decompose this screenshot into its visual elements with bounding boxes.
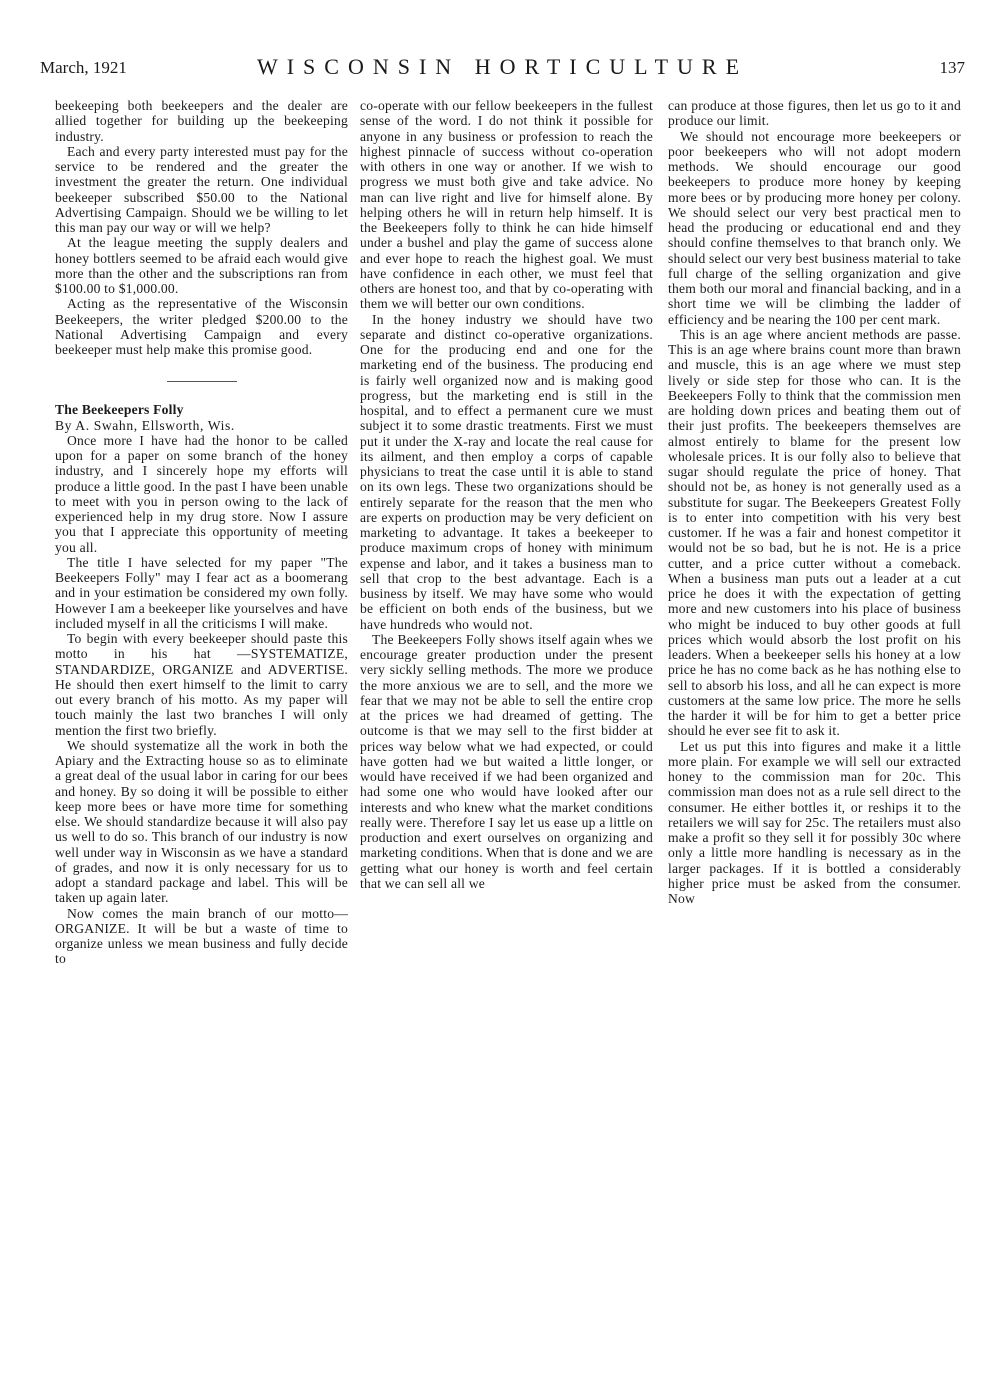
paragraph: We should not encourage more beekeepers or poor beekeepers who will not adopt modern methods. We should encourage our good beekeepers to produce more honey by keeping more bees or by producing more honey per colony. We should select our very best practical men to head the producing or educational end and they should confine themselves to that branch only. We should select our very best business material to take full charge of the selling organization and give them both our moral and financial backing, and in a short time we will be climbing the ladder of efficiency and be nearing the 100 per cent mark.	[668, 128, 961, 327]
paragraph: Now comes the main branch of our motto—ORGANIZE. It will be but a waste of time to organize unless we mean business and fully decide to	[55, 905, 348, 967]
paragraph: beekeeping both beekeepers and the dealer are allied together for building up the beekeeping industry.	[55, 98, 348, 144]
paragraph: The Beekeepers Folly shows itself again whes we encourage greater production under the present very sickly selling methods. The more we produce the more anxious we are to sell, and the more we fear that we may not be able to sell the entire crop at the prices we had dreamed of getting. The outcome is that we may sell to the first bidder at prices way below what we had expected, or could have gotten had we but waited a little longer, or would have received if we had been organized and had some one who would have looked after our interests and who knew what the market conditions really were. Therefore I say let us ease up a little on production and exert ourselves on organizing and marketing conditions. When that is done and we are getting what our honey is worth and feel certain that we can sell all we	[360, 631, 653, 891]
paragraph: Acting as the representative of the Wisconsin Beekeepers, the writer pledged $200.00 to the National Advertising Campaign and every beekeeper must help make this promise good.	[55, 296, 348, 357]
paragraph: co-operate with our fellow beekeepers in the fullest sense of the word. I do not think it possible for anyone in any business or profession to reach the highest pinnacle of success without co-operation with others in one way or another. If we wish to progress we must both give and take advice. No man can live right and live for himself alone. By helping others he will in return help himself. It is the Beekeepers folly to think he can hide himself under a bushel and play the game of success alone and ever hope to reach the highest goal. We must have confidence in each other, we must feel that others are honest too, and that by co-operating with them we will better our own conditions.	[360, 98, 653, 312]
paragraph: The title I have selected for my paper "The Beekeepers Folly" may I fear act as a boomerang and in your estimation be considered my own folly. However I am a beekeeper like yourselves and have included myself in all the criticisms I will make.	[55, 554, 348, 631]
article-title: The Beekeepers Folly	[55, 402, 184, 418]
paragraph: This is an age where ancient methods are passe. This is an age where brains count more than brawn and muscle, this is an age where we must step lively or side step for those who can. It is the Beekeepers Folly to think that the commission men are holding down prices and beating them out of their just profits. The beekeepers themselves are almost entirely to blame for the present low wholesale prices. It is our folly also to believe that sugar should regulate the price of honey. That should not be, as honey is not generally used as a substitute for sugar. The Beekeepers Greatest Folly is to enter into competition with his very best customer. If he was a fair and honest competitor it would not be so bad, but he is not. He is a price cutter, and a price cutter without a comeback. When a business man puts out a leader at a cut price he does it with the expectation of getting more and new customers into his place of business who might be induced to buy other goods at full prices which would absorb the lost profit on his leaders. When a beekeeper sells his honey at a low price he has no come back as he has nothing else to sell to absorb his loss, and all he can expect is more customers at the same low price. The more he sells the harder it will be for him to get a better price should he ever see fit to ask it.	[668, 326, 961, 739]
column-1	[55, 98, 348, 967]
column-3	[668, 98, 961, 906]
running-head	[0, 54, 1005, 88]
paragraph: can produce at those figures, then let us go to it and produce our limit.	[668, 98, 961, 129]
paragraph: At the league meeting the supply dealers and honey bottlers seemed to be afraid each would give more than the other and the subscriptions ran from $100.00 to $1,000.00.	[55, 235, 348, 296]
paragraph: Each and every party interested must pay for the service to be rendered and the greater the investment the greater the return. One individual beekeeper subscribed $50.00 to the National Advertising Campaign. Should we be willing to let this man pay our way or will we help?	[55, 143, 348, 235]
column-2	[360, 98, 653, 891]
paragraph: To begin with every beekeeper should paste this motto in his hat —SYSTEMATIZE, STANDARDIZE, ORGANIZE and ADVERTISE. He should then exert himself to the limit to carry out every branch of his motto. As my paper will touch mainly the last two branches I will only mention the first two briefly.	[55, 631, 348, 738]
paragraph: In the honey industry we should have two separate and distinct co-operative organizations. One for the producing end and one for the marketing end of the business. The producing end is fairly well organized now and is making good progress, but the marketing end is still in the hospital, and to effect a permanent cure we must subject it to some drastic treatments. First we must put it under the X-ray and locate the real cause for its ailment, and then employ a corps of capable physicians to treat the case until it is able to stand on its own legs. These two organizations should be entirely separate for the reason that the men who are experts on production may be very deficient on marketing to advantage. It takes a beekeeper to produce maximum crops of honey with minimum expense and labor, and it takes a business man to sell that crop to the best advantage. Each is a business by itself. We may have some who would be efficient on both ends of the business, but we have hundreds who would not.	[360, 311, 653, 632]
section-divider	[167, 381, 237, 382]
byline: By A. Swahn, Ellsworth, Wis.	[55, 417, 235, 433]
journal-title: WISCONSIN HORTICULTURE	[256, 54, 749, 79]
paragraph: Let us put this into figures and make it a little more plain. For example we will sell our extracted honey to the commission man for 20c. This commission man does not as a rule sell direct to the consumer. He either bottles it, or reships it to the retailers we will say for 25c. The retailers must also make a profit so they sell it for possibly 30c where only a little more handling is necessary as in the larger packages. If it is bottled a considerably higher price must be asked from the consumer. Now	[668, 738, 961, 906]
page-number: 137	[939, 58, 965, 77]
paragraph: We should systematize all the work in both the Apiary and the Extracting house so as to eliminate a great deal of the usual labor in caring for our bees and honey. By so doing it will be possible to either keep more bees or have more time for something else. We should standardize because it will also pay us well to do so. This branch of our industry is now well under way in Wisconsin as we have a standard of grades, and now it is only necessary for us to adopt a standard package and label. This will be taken up again later.	[55, 737, 348, 906]
issue-date: March, 1921	[40, 58, 127, 77]
paragraph: Once more I have had the honor to be called upon for a paper on some branch of the honey industry, and I sincerely hope my efforts will produce a little good. In the past I have been unable to meet with you in person owing to the lack of experienced help in my drug store. Now I assure you that I appreciate this opportunity of meeting you all.	[55, 432, 348, 555]
